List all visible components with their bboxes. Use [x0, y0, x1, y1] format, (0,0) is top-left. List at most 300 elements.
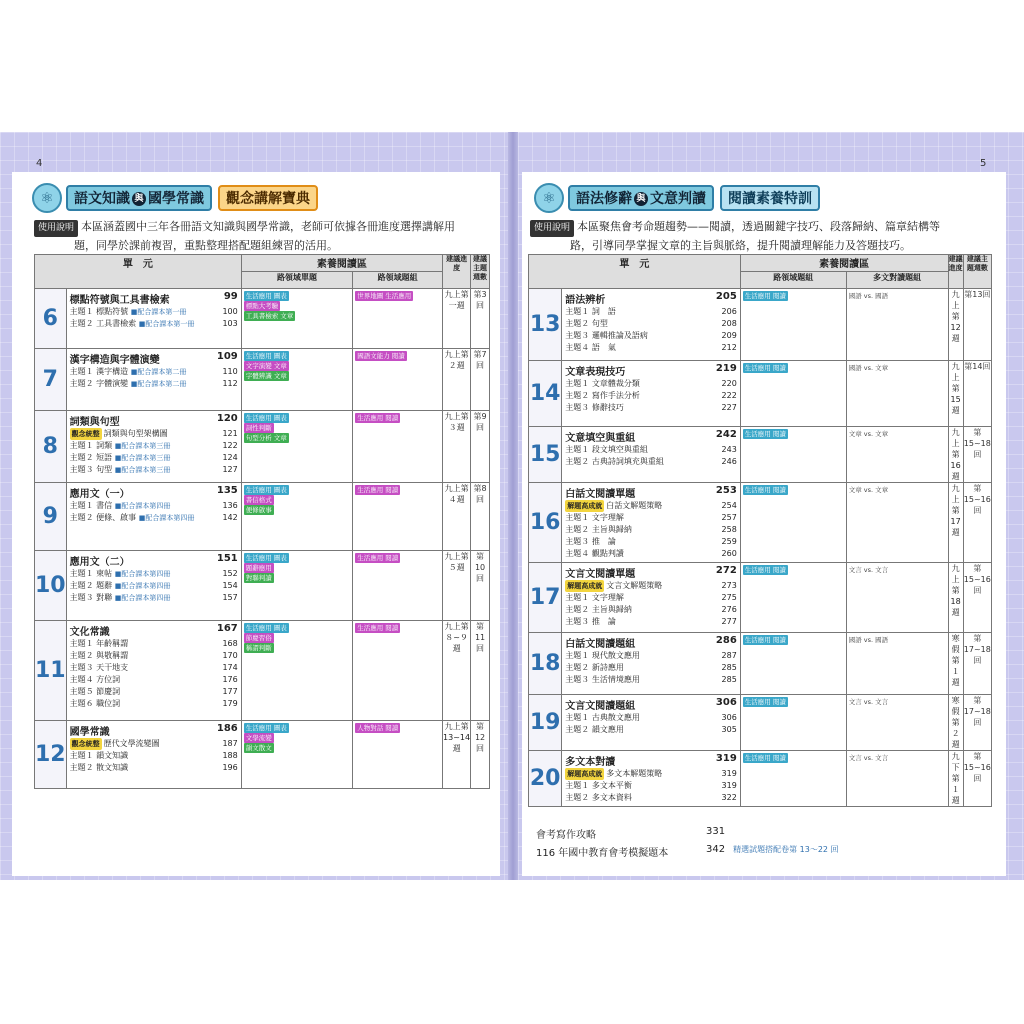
unit-number: 20	[529, 751, 562, 807]
banner-title-a: 語文知識	[74, 191, 130, 207]
group-content	[353, 551, 442, 565]
topic-page: 122	[222, 441, 238, 450]
unit-number: 7	[35, 349, 67, 411]
topic-page: 187	[222, 739, 238, 748]
unit-title[interactable]	[565, 363, 737, 378]
unit-title[interactable]	[565, 697, 737, 712]
unit-title[interactable]	[70, 413, 238, 428]
group-cell	[740, 483, 846, 563]
route-item	[244, 301, 350, 311]
unit-title[interactable]	[565, 429, 737, 444]
unit-title-page: 205	[715, 291, 737, 302]
unit-title[interactable]	[70, 553, 238, 568]
multi-content	[847, 563, 948, 577]
unit-title[interactable]	[70, 291, 238, 306]
unit-number: 14	[529, 361, 562, 427]
group-content	[353, 411, 442, 425]
unit-title-page: 135	[216, 485, 238, 496]
topic-row[interactable]	[70, 650, 238, 662]
topic-row[interactable]	[70, 762, 238, 774]
multi-cell	[846, 633, 948, 695]
unit-row	[529, 483, 992, 563]
intro-line-2: 題，同學於課前複習，重點整理搭配題組練習的活用。	[74, 239, 338, 252]
unit-row	[529, 633, 992, 695]
topic-row[interactable]	[565, 792, 737, 804]
week-cell: 第13回	[963, 289, 991, 361]
group-cell	[740, 695, 846, 751]
unit-title-page: 253	[715, 485, 737, 496]
week-cell: 第11回	[471, 621, 490, 721]
progress-cell: 九下第１週	[948, 751, 963, 807]
topic-row[interactable]	[70, 318, 238, 330]
topic-row[interactable]	[70, 674, 238, 686]
unit-title-text: 白話文閱讀單題	[565, 489, 636, 500]
page-number-right: 5	[980, 158, 987, 169]
unit-title[interactable]	[70, 623, 238, 638]
route-item	[244, 361, 350, 371]
topic-page: 319	[721, 781, 737, 790]
textbook-tag: ■配合課本第四冊	[114, 582, 171, 590]
extra-line[interactable]	[536, 826, 725, 841]
week-cell: 第7回	[471, 349, 490, 411]
topic-page: 100	[222, 307, 238, 316]
group-item	[743, 291, 844, 301]
topic-row[interactable]	[565, 342, 737, 354]
unit-row	[529, 695, 992, 751]
topic-label: 主題１ 書信 ■配合課本第四冊	[69, 501, 171, 510]
week-cell: 第17~18回	[963, 633, 991, 695]
topic-label: 主題１ 多文本平衡	[565, 781, 632, 790]
week-cell: 第15~16回	[963, 563, 991, 633]
unit-title-page: 219	[715, 363, 737, 374]
group-content	[353, 349, 442, 363]
banner-and: 與	[132, 192, 146, 206]
topic-label: 主題３ 邏輯推論及語病	[565, 331, 648, 340]
extra-page: 342	[706, 844, 726, 855]
multi-label: 國語 vs. 國語	[848, 292, 889, 300]
multi-cell	[846, 483, 948, 563]
topic-row[interactable]	[565, 674, 737, 686]
topic-row[interactable]	[565, 378, 737, 390]
right-intro	[530, 218, 970, 254]
unit-title-text: 國學常識	[69, 727, 110, 738]
topic-row[interactable]	[565, 604, 737, 616]
extra-page: 331	[706, 826, 726, 837]
week-cell: 第14回	[963, 361, 991, 427]
topic-label: 主題２ 新詩應用	[565, 663, 624, 672]
group-label: 國語文能力 閱讀	[357, 352, 405, 360]
unit-title-page: 272	[715, 565, 737, 576]
route-item	[244, 733, 350, 743]
unit-cell	[66, 483, 241, 551]
topic-row[interactable]	[70, 440, 238, 452]
topic-page: 177	[222, 687, 238, 696]
group-cell	[353, 289, 443, 349]
textbook-tag: ■配合課本第一冊	[138, 320, 195, 328]
progress-cell: 九上第12週	[948, 289, 963, 361]
week-cell: 第3回	[471, 289, 490, 349]
header-progress: 建議進度	[948, 255, 963, 289]
unit-row	[35, 551, 490, 621]
topic-row[interactable]	[565, 402, 737, 414]
topic-page: 121	[222, 429, 238, 438]
unit-cell	[562, 483, 741, 563]
unit-title[interactable]	[565, 753, 737, 768]
group-content	[741, 483, 846, 497]
route-list	[242, 621, 352, 655]
left-toc-table	[34, 254, 490, 789]
topic-label: 主題２ 古典詩詞填充與重組	[565, 457, 664, 466]
topic-row[interactable]	[565, 512, 737, 524]
group-cell	[740, 289, 846, 361]
unit-title-text: 多文本對讀	[565, 757, 616, 768]
topic-label: 主題２ 與敬稱謂	[69, 651, 129, 660]
topic-page: 176	[222, 675, 238, 684]
group-content	[353, 621, 442, 635]
multi-content	[847, 633, 948, 647]
group-label: 生活應用 閱讀	[744, 430, 786, 438]
intro-tag: 使用說明	[530, 220, 574, 237]
topic-page: 319	[721, 769, 737, 778]
topic-row[interactable]	[70, 686, 238, 698]
topic-row[interactable]	[565, 456, 737, 468]
unit-title-page: 186	[216, 723, 238, 734]
multi-content	[847, 427, 948, 441]
group-label: 生活應用 閱讀	[744, 754, 786, 762]
topic-label: 主題２ 散文知識	[69, 763, 129, 772]
unit-title-text: 應用文（二）	[69, 557, 130, 568]
topic-page: 285	[721, 675, 737, 684]
route-label: 生活應用 圖表	[245, 292, 287, 300]
progress-cell: 九上第２週	[443, 349, 471, 411]
unit-row	[529, 361, 992, 427]
route-cell	[241, 621, 352, 721]
left-page	[12, 172, 500, 876]
header-route: 路領域單題	[241, 272, 352, 289]
unit-row	[35, 411, 490, 483]
book-gutter	[508, 132, 518, 880]
unit-title[interactable]	[565, 485, 737, 500]
unit-title-text: 文言文閱讀題組	[565, 701, 636, 712]
route-label: 文學流變	[245, 734, 272, 742]
group-content	[353, 289, 442, 303]
route-label: 詞性判斷	[245, 424, 272, 432]
group-item	[743, 429, 844, 439]
week-cell: 第9回	[471, 411, 490, 483]
route-item	[244, 371, 350, 381]
route-item	[244, 563, 350, 573]
topic-row[interactable]	[565, 524, 737, 536]
topic-label: 觀念統整 歷代文學流變圖	[71, 739, 160, 748]
route-cell	[241, 349, 352, 411]
topic-row[interactable]	[565, 444, 737, 456]
topic-page: 220	[721, 379, 737, 388]
topic-page: 306	[721, 713, 737, 722]
topic-page: 243	[721, 445, 737, 454]
route-list	[242, 411, 352, 445]
multi-content	[847, 483, 948, 497]
route-item	[244, 723, 350, 733]
unit-title[interactable]	[565, 291, 737, 306]
route-label: 題辭應用	[245, 564, 272, 572]
route-label: 工具書檢索 文章	[245, 312, 294, 320]
topic-row[interactable]	[70, 464, 238, 476]
multi-label: 文言 vs. 文言	[848, 754, 889, 762]
topic-row[interactable]	[70, 738, 238, 750]
topic-row[interactable]	[70, 568, 238, 580]
topic-row[interactable]	[565, 592, 737, 604]
route-label: 生活應用 圖表	[245, 414, 287, 422]
topic-row[interactable]	[565, 500, 737, 512]
topic-label: 主題１ 詞類 ■配合課本第三冊	[69, 441, 171, 450]
right-banner-title	[568, 185, 714, 211]
route-label: 字體辨識 文章	[245, 372, 287, 380]
unit-title-page: 242	[715, 429, 737, 440]
unit-row	[35, 721, 490, 789]
multi-cell	[846, 289, 948, 361]
route-item	[244, 633, 350, 643]
unit-number: 11	[35, 621, 67, 721]
multi-label: 國語 vs. 國語	[848, 636, 889, 644]
topic-page: 174	[222, 663, 238, 672]
topic-label: 主題１ 古典散文應用	[565, 713, 640, 722]
unit-title-page: 286	[715, 635, 737, 646]
topic-row[interactable]	[70, 698, 238, 710]
textbook-tag: ■配合課本第四冊	[114, 594, 171, 602]
unit-title[interactable]	[565, 635, 737, 650]
header-week: 建議主題週數	[963, 255, 991, 289]
topic-page: 322	[721, 793, 737, 802]
multi-content	[847, 695, 948, 709]
multi-cell	[846, 361, 948, 427]
route-item	[244, 485, 350, 495]
group-content	[741, 361, 846, 375]
unit-cell	[562, 633, 741, 695]
group-label: 生活應用 閱讀	[744, 292, 786, 300]
banner-title-a: 語法修辭	[576, 191, 632, 207]
unit-title-page: 120	[216, 413, 238, 424]
topic-label: 主題２ 韻文應用	[565, 725, 624, 734]
multi-label: 國語 vs. 文章	[848, 364, 889, 372]
progress-cell: 寒假第１週	[948, 633, 963, 695]
multi-content	[847, 289, 948, 303]
group-label: 生活應用 閱讀	[357, 554, 399, 562]
unit-row	[529, 563, 992, 633]
multi-label: 文章 vs. 文章	[848, 430, 889, 438]
unit-title-page: 319	[715, 753, 737, 764]
topic-label: 主題４ 方位詞	[69, 675, 121, 684]
topic-label: 主題３ 天干地支	[69, 663, 129, 672]
topic-label: 主題１ 年齡稱謂	[69, 639, 129, 648]
topic-page: 222	[721, 391, 737, 400]
topic-page: 179	[222, 699, 238, 708]
topic-row[interactable]	[70, 366, 238, 378]
left-banner-title	[66, 185, 212, 211]
unit-title[interactable]	[70, 723, 238, 738]
unit-row	[529, 751, 992, 807]
unit-cell	[66, 721, 241, 789]
topic-label: 主題１ 現代散文應用	[565, 651, 640, 660]
group-cell	[353, 411, 443, 483]
topic-page: 157	[222, 593, 238, 602]
topic-page: 136	[222, 501, 238, 510]
unit-number: 8	[35, 411, 67, 483]
topic-page: 273	[721, 581, 737, 590]
banner-and: 與	[634, 192, 648, 206]
topic-label: 主題４ 語 氣	[565, 343, 616, 352]
unit-row	[35, 289, 490, 349]
route-list	[242, 551, 352, 585]
extra-note: 精選試題搭配卷第 13～22 回	[733, 845, 839, 854]
topic-row[interactable]	[565, 548, 737, 560]
unit-cell	[562, 695, 741, 751]
unit-title-text: 標點符號與工具書檢索	[69, 295, 170, 306]
header-literacy: 素養閱讀區	[241, 255, 442, 272]
route-label: 便條啟事	[245, 506, 272, 514]
group-content	[741, 427, 846, 441]
topic-page: 110	[222, 367, 238, 376]
topic-row[interactable]	[565, 768, 737, 780]
topic-row[interactable]	[565, 712, 737, 724]
topic-row[interactable]	[70, 662, 238, 674]
unit-number: 17	[529, 563, 562, 633]
topic-row[interactable]	[565, 390, 737, 402]
textbook-tag: ■配合課本第四冊	[114, 502, 171, 510]
progress-cell: 九上第18週	[948, 563, 963, 633]
topic-page: 212	[721, 343, 737, 352]
topic-label: 主題１ 韻文知識	[69, 751, 129, 760]
group-cell	[740, 563, 846, 633]
topic-row[interactable]	[565, 536, 737, 548]
week-cell: 第8回	[471, 483, 490, 551]
unit-cell	[66, 349, 241, 411]
group-label: 生活應用 閱讀	[744, 486, 786, 494]
route-label: 文字演變 文章	[245, 362, 287, 370]
topic-label: 主題２ 題辭 ■配合課本第四冊	[69, 581, 171, 590]
unit-title-page: 109	[216, 351, 238, 362]
topic-row[interactable]	[70, 592, 238, 604]
progress-cell: 九上第８~９週	[443, 621, 471, 721]
topic-label: 主題２ 字體演變 ■配合課本第二冊	[69, 379, 187, 388]
textbook-tag: ■配合課本第四冊	[114, 570, 171, 578]
header-multi: 多文對讀題組	[846, 272, 948, 289]
extra-line[interactable]	[536, 844, 839, 859]
route-label: 生活應用 圖表	[245, 486, 287, 494]
topic-row[interactable]	[70, 580, 238, 592]
topic-label: 主題１ 文字理解	[565, 513, 624, 522]
multi-cell	[846, 427, 948, 483]
topic-row[interactable]	[565, 306, 737, 318]
topic-row[interactable]	[70, 750, 238, 762]
unit-title[interactable]	[70, 485, 238, 500]
topic-row[interactable]	[70, 452, 238, 464]
unit-cell	[562, 361, 741, 427]
topic-label: 主題１ 詞 語	[565, 307, 616, 316]
group-cell	[353, 721, 443, 789]
route-item	[244, 623, 350, 633]
textbook-tag: ■配合課本第二冊	[130, 368, 187, 376]
topic-row[interactable]	[565, 724, 737, 736]
route-label: 生活應用 圖表	[245, 624, 287, 632]
topic-row[interactable]	[565, 330, 737, 342]
topic-label: 主題３ 生活情境應用	[565, 675, 640, 684]
topic-page: 257	[721, 513, 737, 522]
topic-row[interactable]	[565, 780, 737, 792]
topic-row[interactable]	[565, 616, 737, 628]
group-label: 生活應用 閱讀	[357, 414, 399, 422]
unit-row	[35, 349, 490, 411]
route-label: 書信格式	[245, 496, 272, 504]
route-label: 生活應用 圖表	[245, 352, 287, 360]
week-cell: 第15~16回	[963, 751, 991, 807]
unit-cell	[562, 289, 741, 361]
topic-row[interactable]	[70, 428, 238, 440]
multi-label: 文章 vs. 文章	[848, 486, 889, 494]
topic-page: 209	[721, 331, 737, 340]
header-route-group: 路領域題組	[353, 272, 443, 289]
group-item	[743, 635, 844, 645]
unit-title[interactable]	[70, 351, 238, 366]
topic-row[interactable]	[70, 638, 238, 650]
unit-number: 6	[35, 289, 67, 349]
extra-title: 會考寫作攻略	[536, 830, 596, 841]
topic-page: 227	[721, 403, 737, 412]
textbook-tag: ■配合課本第一冊	[130, 308, 187, 316]
topic-page: 208	[721, 319, 737, 328]
unit-number: 16	[529, 483, 562, 563]
group-item	[743, 485, 844, 495]
topic-row[interactable]	[70, 500, 238, 512]
topic-label: 解題高成就 白話文解題策略	[567, 501, 663, 510]
topic-page: 103	[222, 319, 238, 328]
group-cell	[353, 483, 443, 551]
route-cell	[241, 411, 352, 483]
group-cell	[740, 361, 846, 427]
unit-number: 15	[529, 427, 562, 483]
topic-row[interactable]	[565, 580, 737, 592]
group-label: 生活應用 閱讀	[744, 566, 786, 574]
topic-row[interactable]	[565, 318, 737, 330]
group-content	[741, 695, 846, 709]
topic-label: 主題３ 句型 ■配合課本第三冊	[69, 465, 171, 474]
right-banner-subtitle: 閱讀素養特訓	[720, 185, 820, 211]
topic-row[interactable]	[565, 662, 737, 674]
topic-row[interactable]	[70, 378, 238, 390]
topic-label: 主題２ 短語 ■配合課本第三冊	[69, 453, 171, 462]
topic-page: 258	[721, 525, 737, 534]
progress-cell: 九上第５週	[443, 551, 471, 621]
topic-page: 260	[721, 549, 737, 558]
group-label: 生活應用 閱讀	[744, 364, 786, 372]
progress-cell: 九上第13~14週	[443, 721, 471, 789]
left-intro	[34, 218, 474, 254]
intro-line-2: 路，引導同學掌握文章的主旨與脈絡，提升閱讀理解能力及答題技巧。	[570, 239, 911, 252]
topic-page: 112	[222, 379, 238, 388]
topic-page: 127	[222, 465, 238, 474]
unit-number: 9	[35, 483, 67, 551]
topic-row[interactable]	[70, 512, 238, 524]
topic-row[interactable]	[70, 306, 238, 318]
topic-row[interactable]	[565, 650, 737, 662]
unit-title-text: 語法辨析	[565, 295, 606, 306]
unit-title[interactable]	[565, 565, 737, 580]
route-item	[244, 433, 350, 443]
route-cell	[241, 289, 352, 349]
intro-line-1: 本區聚焦會考命題趨勢——閱讀，透過關鍵字技巧、段落歸納、篇章結構等	[577, 220, 941, 233]
unit-title-text: 文言文閱讀單題	[565, 569, 636, 580]
progress-cell: 九上第16週	[948, 427, 963, 483]
unit-title-text: 應用文（一）	[69, 489, 130, 500]
